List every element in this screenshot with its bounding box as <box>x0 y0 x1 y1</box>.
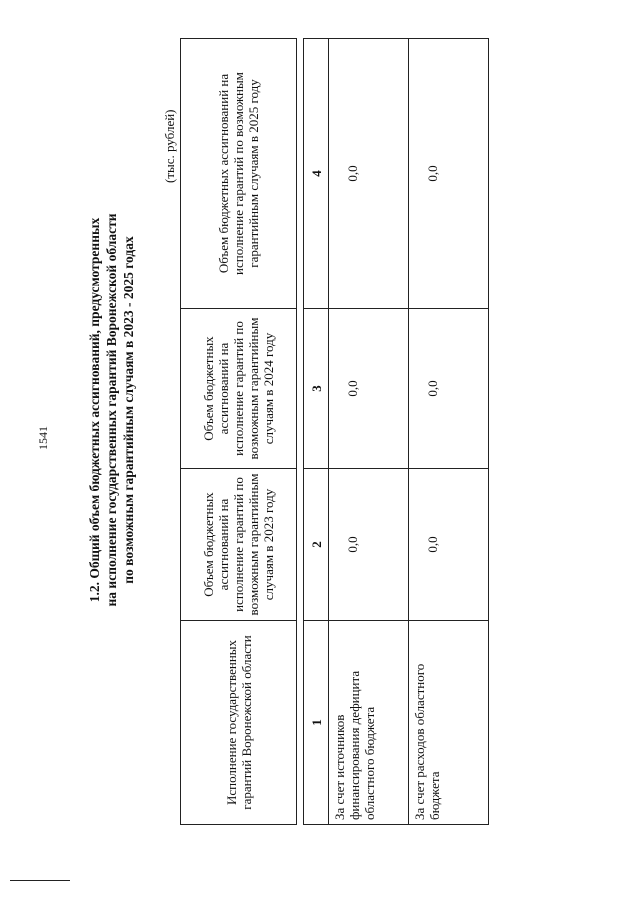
row-label-budget-expenses: За счет расходов областного бюджета <box>409 621 489 825</box>
column-number-4: 4 <box>304 39 329 309</box>
row-value-2023: 0,0 <box>409 469 489 621</box>
header-cell-2024: Объем бюджетных ассигнований на исполнение гарантий по возможным гарантийным случаям в 2024 году <box>181 309 297 469</box>
header-cell-execution: Исполнение государственных гарантий Воронежской области <box>181 621 297 825</box>
row-value-2025: 0,0 <box>329 39 409 309</box>
document-title <box>86 130 137 690</box>
row-value-2024: 0,0 <box>329 309 409 469</box>
column-number-row <box>304 39 329 825</box>
header-cell-2025: Объем бюджетных ассигнований на исполнение гарантий по возможным гарантийным случаям в 2025 году <box>181 39 297 309</box>
column-number-2: 2 <box>304 469 329 621</box>
title-line-3: по возможным гарантийным случаям в 2023 - 2025 годах <box>121 236 136 584</box>
header-row <box>181 39 297 825</box>
table-header <box>180 38 297 825</box>
row-value-2025: 0,0 <box>409 39 489 309</box>
row-label-deficit-sources: За счет источников финансирования дефицита областного бюджета <box>329 621 409 825</box>
table-row <box>329 39 409 825</box>
row-value-2023: 0,0 <box>329 469 409 621</box>
table-body <box>303 38 489 825</box>
header-cell-2023: Объем бюджетных ассигнований на исполнение гарантий по возможным гарантийным случаям в 2023 году <box>181 469 297 621</box>
page-number: 1541 <box>36 426 50 450</box>
table-row <box>409 39 489 825</box>
column-number-3: 3 <box>304 309 329 469</box>
column-number-1: 1 <box>304 621 329 825</box>
units-label: (тыс. рублей) <box>162 109 177 183</box>
title-line-1: 1.2. Общий объем бюджетных ассигнований, предусмотренных <box>87 217 102 603</box>
row-value-2024: 0,0 <box>409 309 489 469</box>
title-line-2: на исполнение государственных гарантий Воронежской области <box>104 213 119 607</box>
